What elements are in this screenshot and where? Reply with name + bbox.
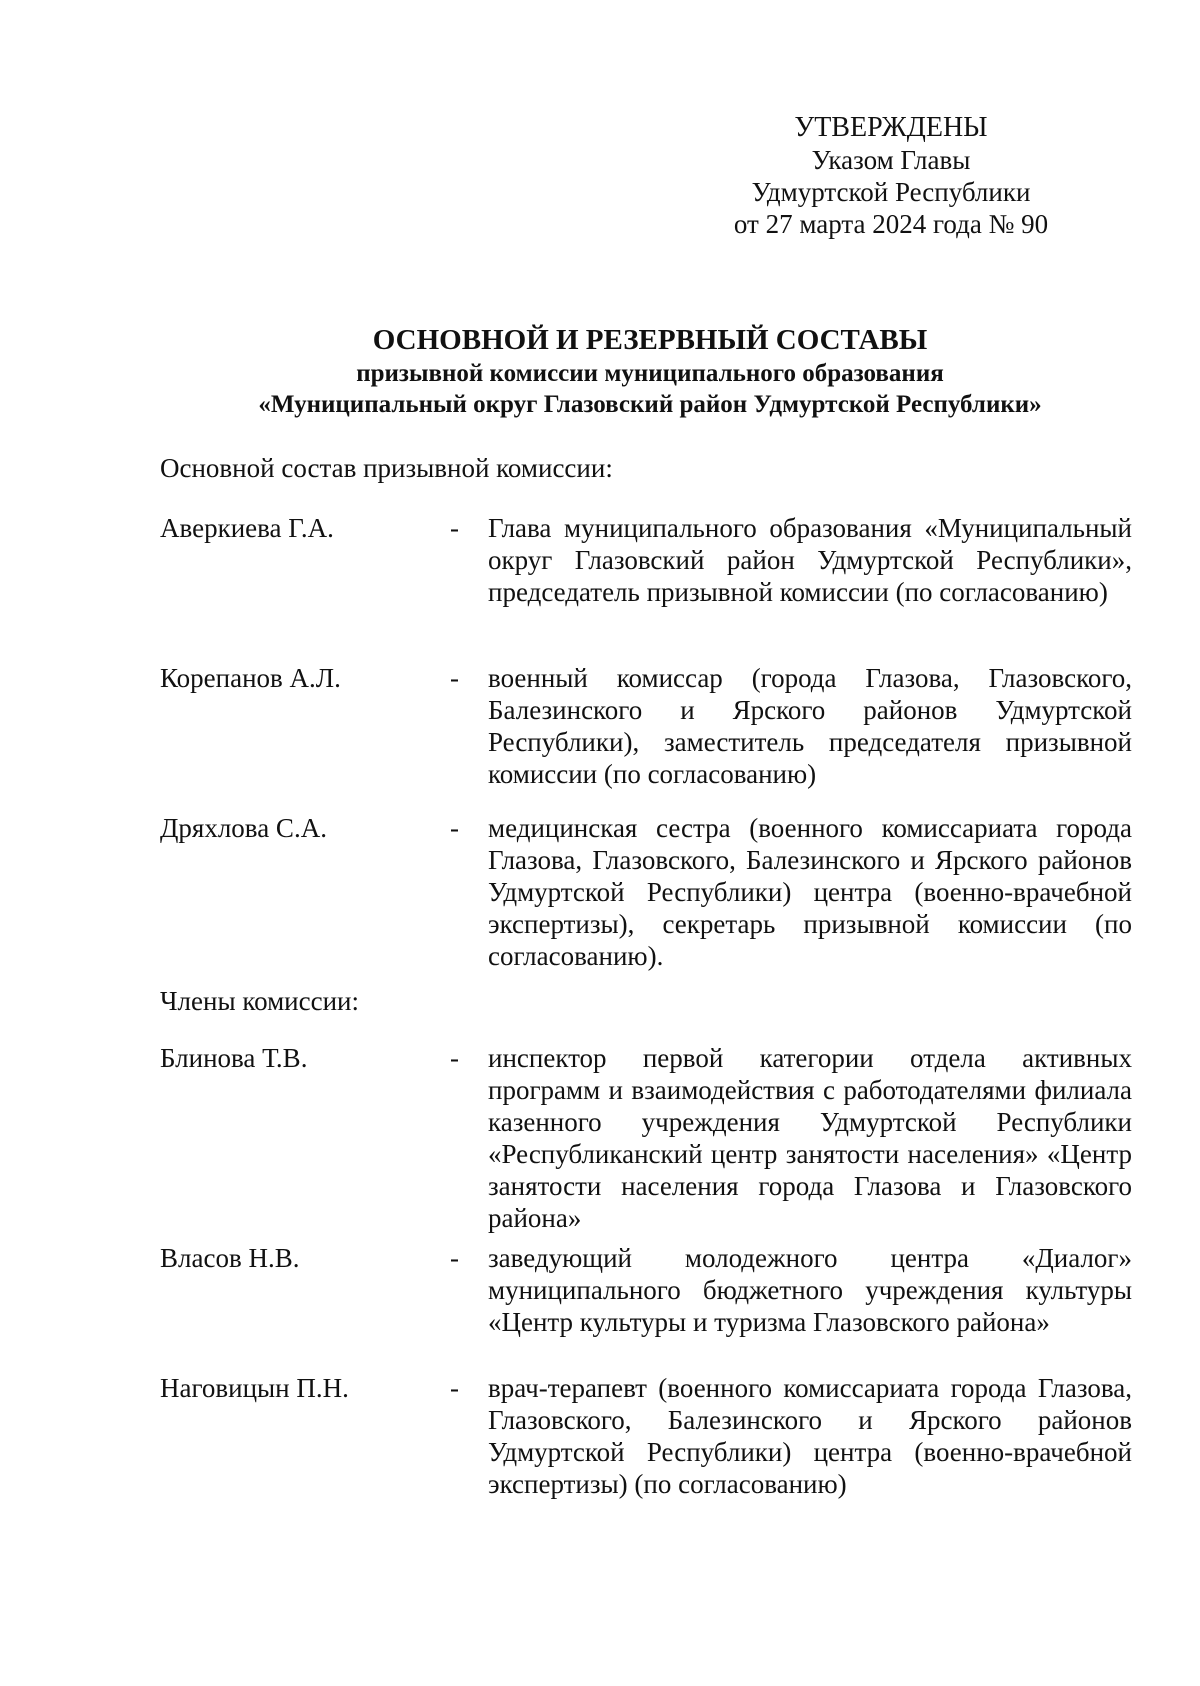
member-role: заведующий молодежного центра «Диалог» муниципального бюджетного учреждения культуры «Центр культуры и туризма Глазовского района» — [488, 1243, 1132, 1337]
approval-date-line: от 27 марта 2024 года № 90 — [733, 209, 1049, 239]
member-name: Власов Н.В. — [160, 1243, 300, 1273]
member-role: медицинская сестра (военного комиссариата города Глазова, Глазовского, Балезинского и Ярского районов Удмуртской Республики) центра (военно-врачебной экспертизы), секретарь призывной комиссии (по согласованию). — [488, 813, 1132, 971]
approval-republic-line: Удмуртской Республики — [751, 177, 1031, 207]
member-role: Глава муниципального образования «Муниципальный округ Глазовский район Удмуртской Республики», председатель призывной комиссии (по согласованию) — [488, 513, 1132, 607]
member-dash: - — [450, 1043, 459, 1073]
title-subtitle: призывной комиссии муниципального образования — [356, 360, 944, 387]
member-name: Аверкиева Г.А. — [160, 513, 334, 543]
members-section-label: Члены комиссии: — [160, 986, 359, 1016]
member-name: Дряхлова С.А. — [160, 813, 327, 843]
approval-stamp — [700, 112, 1082, 240]
document-title — [120, 322, 1180, 420]
member-name: Корепанов А.Л. — [160, 663, 341, 693]
title-main: ОСНОВНОЙ И РЕЗЕРВНЫЙ СОСТАВЫ — [372, 324, 928, 356]
member-role: инспектор первой категории отдела активных программ и взаимодействия с работодателями филиала казенного учреждения Удмуртской Республики «Республиканский центр занятости населения» «Центр занятости населения города Глазова и Глазовского района» — [488, 1043, 1132, 1233]
member-role: врач-терапевт (военного комиссариата города Глазова, Глазовского, Балезинского и Ярского районов Удмуртской Республики) центра (военно-врачебной экспертизы) (по согласованию) — [488, 1373, 1132, 1499]
member-dash: - — [450, 513, 459, 543]
approval-decree-line: Указом Главы — [811, 145, 971, 175]
member-role: военный комиссар (города Глазова, Глазовского, Балезинского и Ярского районов Удмуртской Республики), заместитель председателя призывной комиссии (по согласованию) — [488, 663, 1132, 789]
member-name: Наговицын П.Н. — [160, 1373, 349, 1403]
member-dash: - — [450, 1373, 459, 1403]
approval-heading: УТВЕРЖДЕНЫ — [794, 112, 988, 143]
main-section-label: Основной состав призывной комиссии: — [160, 453, 613, 483]
member-dash: - — [450, 663, 459, 693]
member-dash: - — [450, 813, 459, 843]
title-organization: «Муниципальный округ Глазовский район Удмуртской Республики» — [258, 391, 1042, 418]
member-name: Блинова Т.В. — [160, 1043, 308, 1073]
member-dash: - — [450, 1243, 459, 1273]
